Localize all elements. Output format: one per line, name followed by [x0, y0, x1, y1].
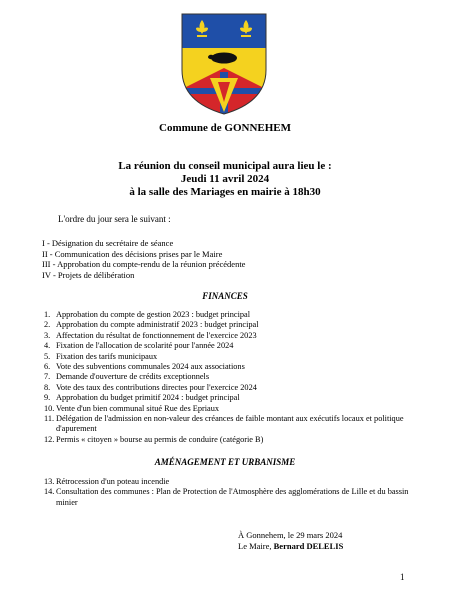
list-item [44, 341, 424, 351]
item-number: 5. [44, 351, 51, 361]
list-item [44, 435, 424, 445]
item-number: 12. [44, 434, 55, 444]
amenagement-list [44, 477, 424, 508]
agenda-item: IV - Projets de délibération [42, 269, 135, 280]
item-number: 7. [44, 372, 51, 382]
finances-heading: FINANCES [202, 291, 248, 301]
list-item [44, 414, 424, 435]
announcement-line: La réunion du conseil municipal aura lieu le : [118, 160, 332, 172]
item-number: 11. [44, 414, 55, 424]
list-item [44, 372, 424, 382]
item-text: Vente d'un bien communal situé Rue des Epriaux [56, 403, 220, 413]
agenda-list [42, 238, 245, 280]
item-text: Affectation du résultat de fonctionnement de l'exercice 2023 [56, 330, 257, 340]
item-text: Permis « citoyen » bourse au permis de conduire (catégorie B) [56, 434, 264, 444]
item-number: 2. [44, 320, 51, 330]
item-text: Demande d'ouverture de crédits exceptionnels [56, 372, 210, 382]
agenda-item: III - Approbation du compte-rendu de la réunion précédente [42, 259, 246, 269]
item-text: Approbation du compte de gestion 2023 : budget principal [56, 310, 251, 319]
item-text: Rétrocession d'un poteau incendie [56, 477, 170, 486]
item-number: 9. [44, 393, 51, 403]
item-text: Consultation des communes : Plan de Protection de l'Atmosphère des agglomérations de Lille et du bassin minier [56, 487, 409, 507]
signature-role: Le Maire, [238, 541, 272, 551]
list-item [44, 487, 424, 508]
commune-title: Commune de GONNEHEM [159, 122, 291, 134]
finances-list [44, 310, 424, 445]
list-item [44, 320, 424, 330]
item-number: 10. [44, 403, 55, 413]
item-text: Approbation du budget primitif 2024 : budget principal [56, 393, 240, 403]
amenagement-heading: AMÉNAGEMENT ET URBANISME [154, 457, 296, 467]
item-text: Vote des taux des contributions directes pour l'exercice 2024 [56, 382, 257, 392]
item-number: 13. [44, 477, 55, 486]
item-text: Approbation du compte administratif 2023 : budget principal [56, 320, 259, 330]
list-item [44, 477, 424, 487]
list-item [44, 404, 424, 414]
signature-line [238, 541, 343, 552]
agenda-item: II - Communication des décisions prises par le Maire [42, 248, 223, 259]
item-text: Fixation de l'allocation de scolarité pour l'année 2024 [56, 341, 234, 351]
item-number: 4. [44, 341, 51, 351]
item-number: 1. [44, 310, 51, 319]
meeting-announcement [0, 160, 450, 199]
list-item [44, 393, 424, 403]
agenda-intro: L'ordre du jour sera le suivant : [58, 214, 171, 224]
list-item [44, 383, 424, 393]
item-text: Vote des subventions communales 2024 aux associations [56, 362, 245, 372]
list-item [44, 331, 424, 341]
item-number: 6. [44, 362, 51, 372]
item-number: 3. [44, 330, 51, 340]
list-item [44, 362, 424, 372]
agenda-item: I - Désignation du secrétaire de séance [42, 238, 174, 248]
coat-of-arms-icon [180, 12, 268, 116]
announcement-date: Jeudi 11 avril 2024 [180, 173, 270, 185]
item-number: 14. [44, 487, 55, 497]
signature-block [238, 530, 343, 552]
announcement-location: à la salle des Mariages en mairie à 18h30 [129, 186, 321, 198]
item-number: 8. [44, 382, 51, 392]
list-item [44, 352, 424, 362]
list-item [44, 310, 424, 320]
item-text: Délégation de l'admission en non-valeur des créances de faible montant aux exécutifs locaux et politique d'apurement [56, 414, 404, 434]
signature-place-date: À Gonnehem, le 29 mars 2024 [238, 530, 343, 540]
page-number: 1 [400, 572, 405, 582]
item-text: Fixation des tarifs municipaux [56, 351, 158, 361]
signature-name: Bernard DELELIS [273, 541, 344, 551]
